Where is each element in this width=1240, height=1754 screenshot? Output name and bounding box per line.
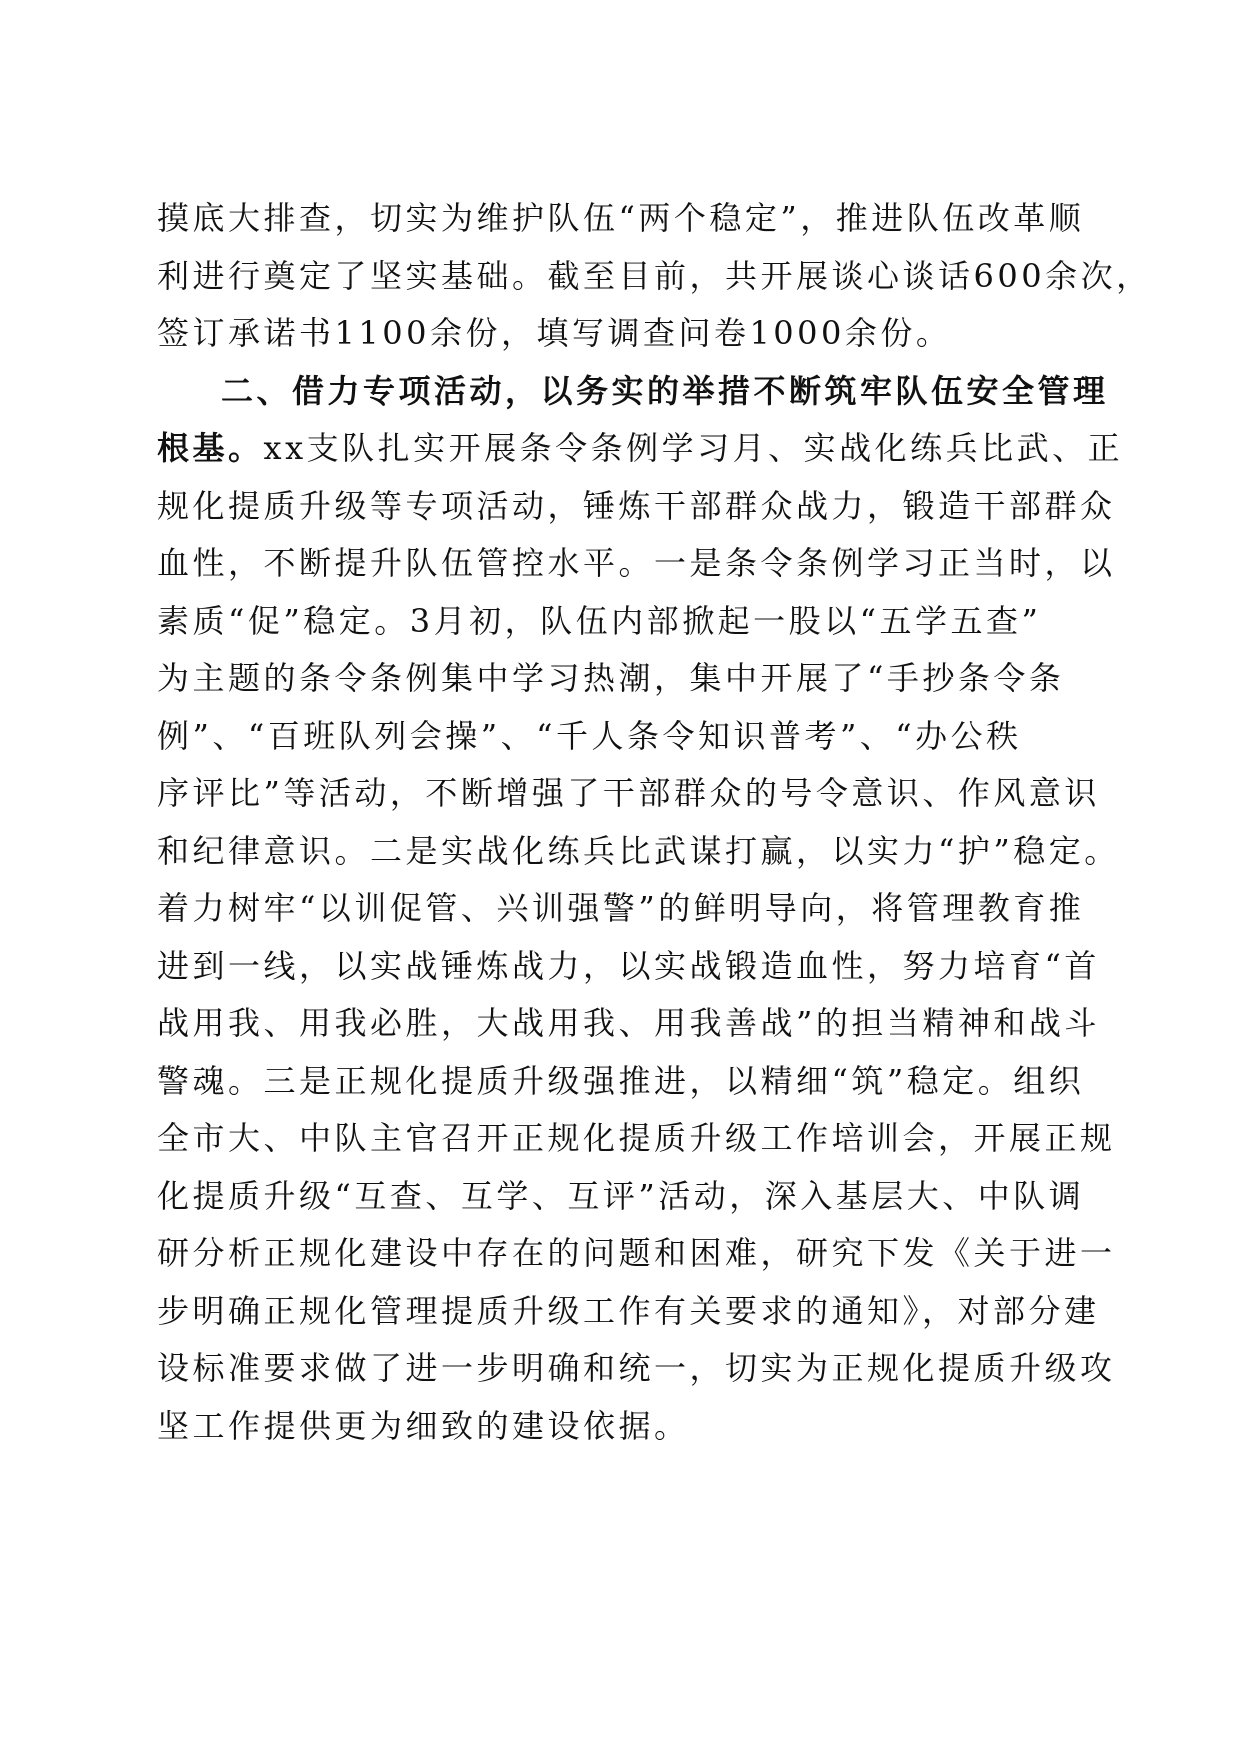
text-line: 序评比”等活动，不断增强了干部群众的号令意识、作风意识 — [157, 774, 1100, 812]
text-line: 利进行奠定了坚实基础。截至目前，共开展谈心谈话600余次， — [157, 256, 1152, 295]
text-line: 规化提质升级等专项活动，锤炼干部群众战力，锻造干部群众 — [157, 486, 1116, 525]
body-text — [157, 190, 1152, 1455]
text-line: 着力树牢“以训促管、兴训强警”的鲜明导向，将管理教育推 — [157, 889, 1085, 927]
text-line: 为主题的条令条例集中学习热潮，集中开展了“手抄条令条 — [157, 659, 1065, 697]
text-line: 素质“促”稳定。3月初，队伍内部掀起一股以“五学五查” — [157, 601, 1042, 640]
text-line: 研分析正规化建设中存在的问题和困难，研究下发《关于进一 — [157, 1234, 1116, 1272]
text-line: 全市大、中队主官召开正规化提质升级工作培训会，开展正规 — [157, 1119, 1116, 1157]
text-line: 摸底大排查，切实为维护队伍“两个稳定”，推进队伍改革顺 — [157, 199, 1085, 237]
text-line: 化提质升级“互查、互学、互评”活动，深入基层大、中队调 — [157, 1176, 1085, 1215]
text-line — [157, 420, 1124, 478]
text-line: 设标准要求做了进一步明确和统一，切实为正规化提质升级攻 — [157, 1349, 1116, 1387]
text-line: 血性，不断提升队伍管控水平。一是条令条例学习正当时，以 — [157, 544, 1116, 582]
text-line: 进到一线，以实战锤炼战力，以实战锻造血性，努力培育“首 — [157, 946, 1100, 985]
text-run: xx支队扎实开展条令条例学习月、实战化练兵比武、正 — [263, 429, 1124, 467]
section-heading-end: 根基。 — [157, 429, 264, 467]
text-line: 例”、“百班队列会操”、“千人条令知识普考”、“办公秩 — [157, 716, 1022, 755]
text-line: 和纪律意识。二是实战化练兵比武谋打赢，以实力“护”稳定。 — [157, 831, 1120, 870]
text-line: 坚工作提供更为细致的建设依据。 — [157, 1406, 690, 1445]
text-line: 签订承诺书1100余份，填写调查问卷1000余份。 — [157, 314, 952, 352]
text-line: 战用我、用我必胜，大战用我、用我善战”的担当精神和战斗 — [157, 1004, 1100, 1042]
section-heading: 二、借力专项活动，以务实的举措不断筑牢队伍安全管理 — [221, 371, 1109, 410]
text-line: 警魂。三是正规化提质升级强推进，以精细“筑”稳定。组织 — [157, 1061, 1085, 1100]
text-line: 步明确正规化管理提质升级工作有关要求的通知》，对部分建 — [157, 1291, 1100, 1330]
